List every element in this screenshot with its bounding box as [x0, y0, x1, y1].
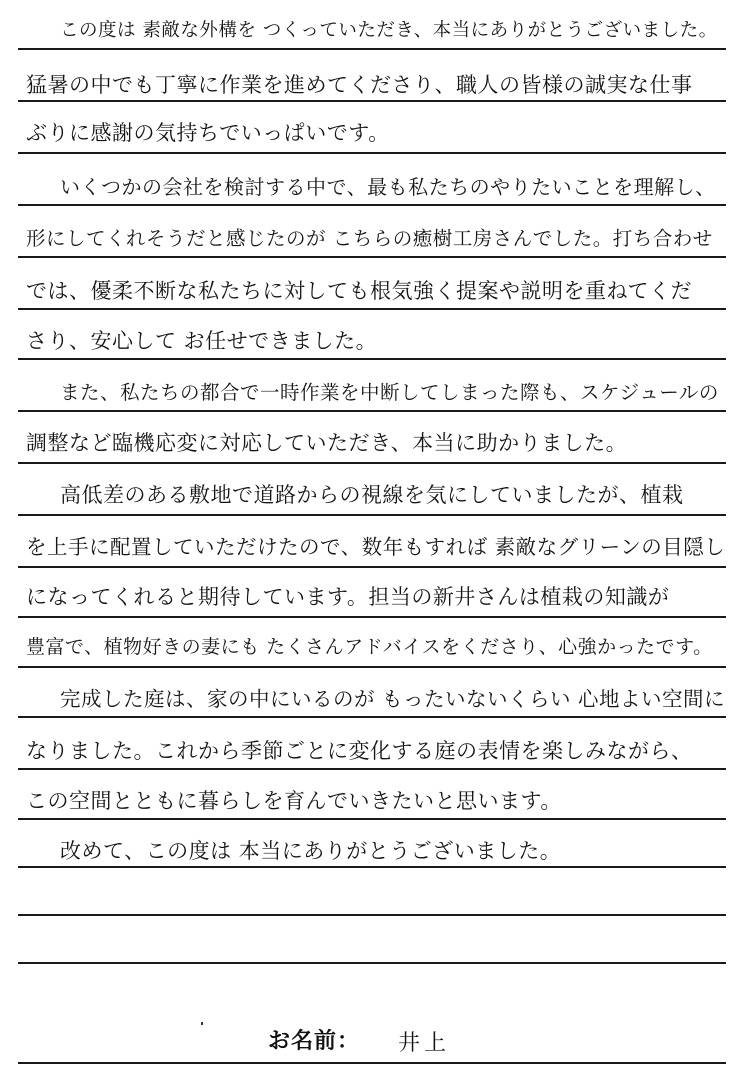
ruled-line: [18, 1062, 726, 1064]
ruled-line: [18, 308, 726, 310]
ruled-line: [18, 666, 726, 668]
letter-line-14: 完成した庭は、家の中にいるのが もったいないくらい 心地よい空間に: [60, 687, 726, 711]
ruled-line: [18, 768, 726, 770]
ruled-line: [18, 358, 726, 360]
ruled-line: [18, 514, 726, 516]
letter-line-11: を上手に配置していただけたので、数年もすれば 素敵なグリーンの目隠し: [26, 535, 726, 559]
ruled-line: [18, 152, 726, 154]
letter-line-5: 形にしてくれそうだと感じたのが こちらの癒樹工房さんでした。打ち合わせ: [26, 227, 713, 250]
letter-line-2: 猛暑の中でも丁寧に作業を進めてくださり、職人の皆様の誠実な仕事: [26, 73, 693, 97]
ruled-line: [18, 462, 726, 464]
ruled-line: [18, 818, 726, 820]
letter-line-10: 高低差のある敷地で道路からの視線を気にしていましたが、植栽: [60, 483, 684, 507]
letter-line-13: 豊富で、植物好きの妻にも たくさんアドバイスをくださり、心強かったです。: [26, 636, 713, 658]
letter-line-7: さり、安心して お任せできました。: [26, 329, 378, 353]
ruled-line: [18, 866, 726, 868]
letter-line-9: 調整など臨機応変に対応していただき、本当に助かりました。: [26, 431, 628, 455]
ruled-line: [18, 204, 726, 206]
ruled-line: [18, 616, 726, 618]
ruled-line: [18, 914, 726, 916]
name-label: お名前：: [268, 1029, 361, 1054]
ruled-line: [18, 48, 726, 50]
letter-line-4: いくつかの会社を検討する中で、最も私たちのやりたいことを理解し、: [60, 175, 716, 199]
letter-line-12: になってくれると期待しています。担当の新井さんは植栽の知識が: [26, 585, 670, 609]
ink-speck: [201, 1022, 203, 1025]
ruled-line: [18, 256, 726, 258]
letter-line-17: 改めて、この度は 本当にありがとうございました。: [60, 839, 562, 863]
letter-line-15: なりました。これから季節ごとに変化する庭の表情を楽しみながら、: [26, 739, 693, 763]
letter-line-1: この度は 素敵な外構を つくっていただき、本当にありがとうございました。: [60, 20, 718, 41]
signature-name: 井上: [398, 1031, 451, 1056]
letter-line-6: では、優柔不断な私たちに対しても根気強く提案や説明を重ねてくだ: [26, 279, 692, 303]
letter-line-8: また、私たちの都合で一時作業を中断してしまった際も、スケジュールの: [60, 381, 719, 404]
ruled-line: [18, 716, 726, 718]
ruled-line: [18, 410, 726, 412]
ruled-line: [18, 566, 726, 568]
ruled-line: [18, 100, 726, 102]
letter-line-16: この空間とともに暮らしを育んでいきたいと思います。: [26, 789, 562, 813]
letter-line-3: ぶりに感謝の気持ちでいっぱいです。: [26, 121, 390, 145]
ruled-line: [18, 962, 726, 964]
